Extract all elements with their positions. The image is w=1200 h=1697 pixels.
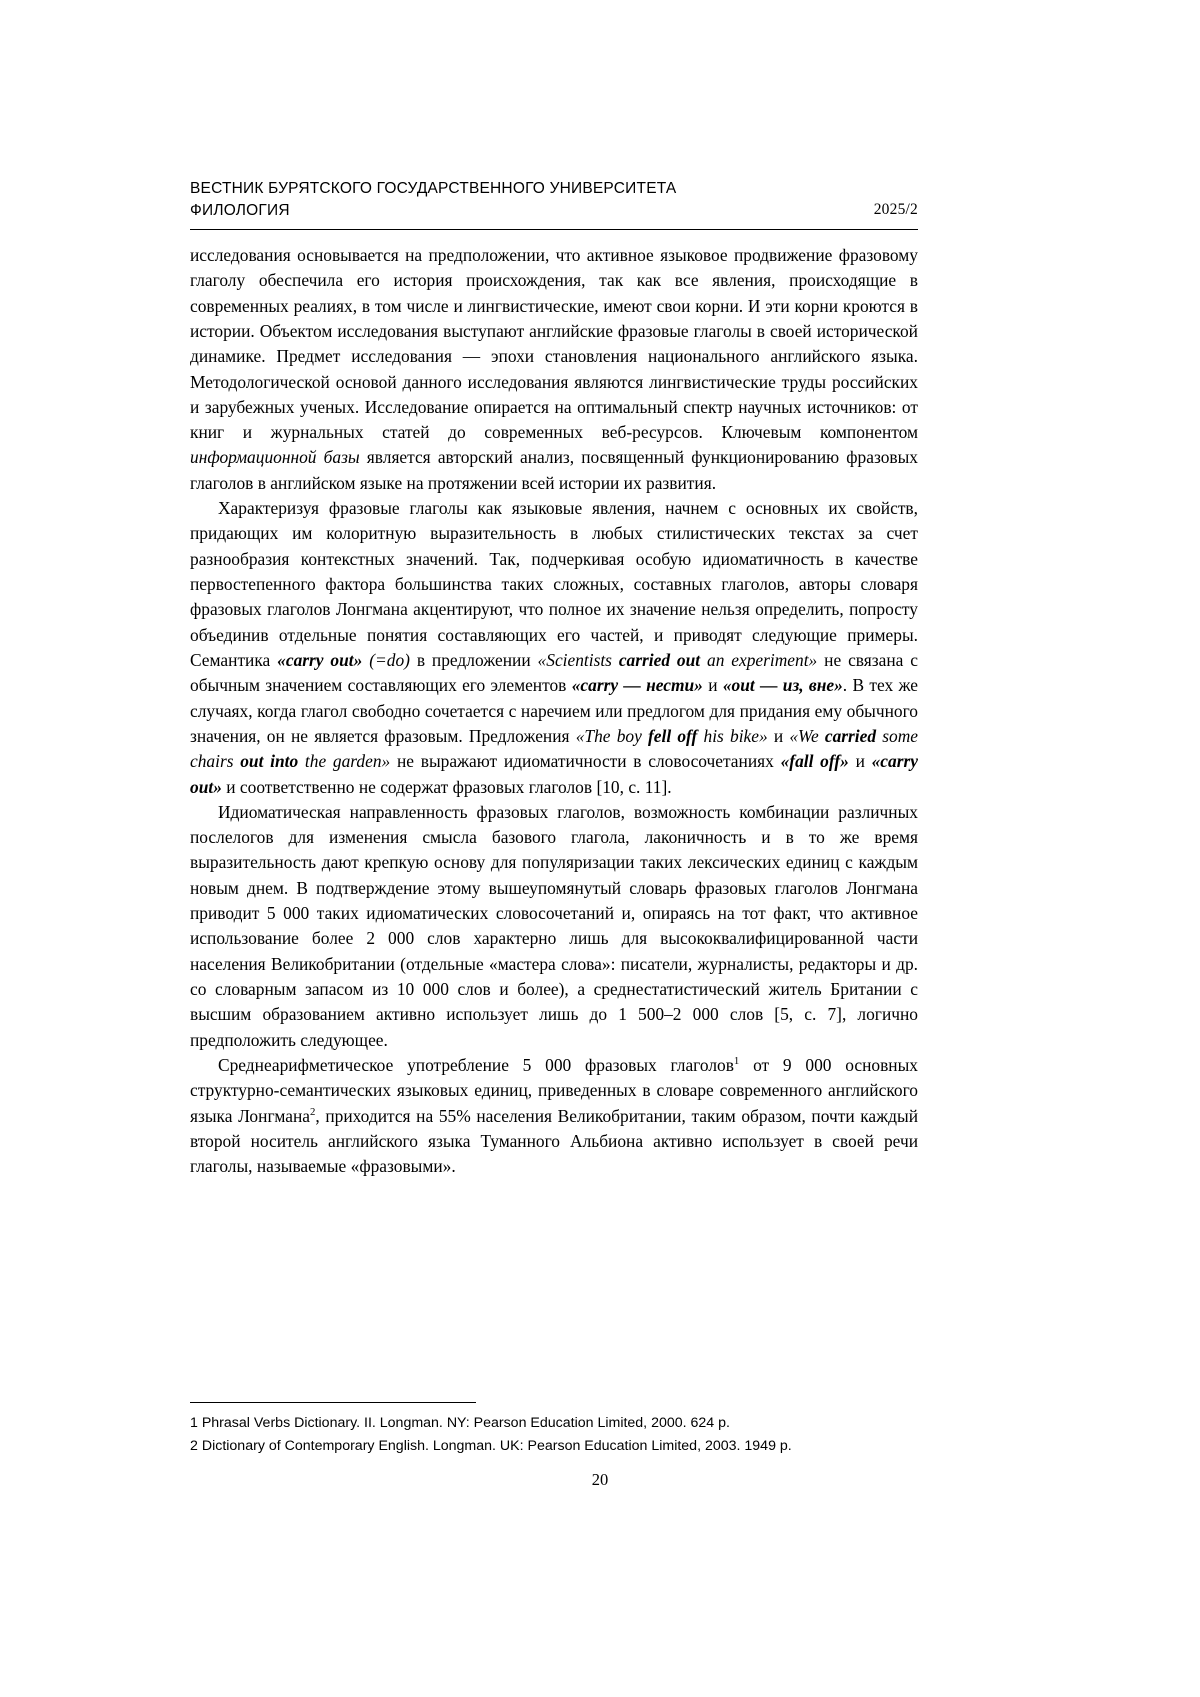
page-content (190, 178, 918, 1180)
journal-title-line2: ФИЛОЛОГИЯ (190, 202, 290, 220)
header-divider (190, 229, 918, 230)
journal-title-line1: ВЕСТНИК БУРЯТСКОГО ГОСУДАРСТВЕННОГО УНИВЕРСИТЕТА (190, 180, 677, 197)
issue-label: 2025/2 (873, 201, 918, 219)
running-head (190, 178, 918, 223)
footnote-1: 1 Phrasal Verbs Dictionary. II. Longman. NY: Pearson Education Limited, 2000. 624 p. (190, 1415, 730, 1431)
footnotes (190, 1402, 918, 1458)
page-number: 20 (591, 1470, 609, 1489)
footnote-divider (190, 1402, 476, 1403)
paragraph-3: Идиоматическая направленность фразовых глаголов, возможность комбинации различных послелогов для изменения смысла базового глагола, лаконичность и в то же время выразительность дают крепкую основу для популяризации таких лексических единиц с каждым новым днем. В подтверждение этому вышеупомянутый словарь фразовых глаголов Лонгмана приводит 5 000 таких идиоматических словосочетаний и, опираясь на тот факт, что активное использование более 2 000 слов характерно лишь для высококвалифицированной части населения Великобритании (отдельные «мастера слова»: писатели, журналисты, редакторы и др. со словарным запасом из 10 000 слов и более), а среднестатистический житель Британии с высшим образованием активно использует лишь до 1 500–2 000 слов [5, с. 7], логично предположить следующее. (190, 801, 918, 1050)
paragraph-4: Среднеарифметическое употребление 5 000 фразовых глаголов$^1$ от 9 000 основных структурно-семантических языковых единиц, приведенных в словаре современного английского языка Лонгмана$^2$, приходится на 55% населения Великобритании, таким образом, почти каждый второй носитель английского языка Туманного Альбиона активно использует в своей речи глаголы, называемые «фразовыми». (190, 1054, 919, 1177)
journal-title (190, 178, 676, 223)
paragraph-1: исследования основывается на предположении, что активное языковое продвижение фразовому глаголу обеспечила его история происхождения, так как все явления, происходящие в современных реалиях, в том числе и лингвистические, имеют свои корни. И эти корни кроются в истории. Объектом исследования выступают английские фразовые глаголы в своей исторической динамике. Предмет исследования — эпохи становления национального английского языка. Методологической основой данного исследования являются лингвистические труды российских и зарубежных ученых. Исследование опирается на оптимальный спектр научных источников: от книг и журнальных статей до современных веб-ресурсов. Ключевым компонентом информационной базы является авторский анализ, посвященный функционированию фразовых глаголов в английском языке на протяжении всей истории их развития. (190, 244, 919, 493)
footnote-2: 2 Dictionary of Contemporary English. Longman. UK: Pearson Education Limited, 2003. 1949 p. (190, 1438, 792, 1454)
paragraph-2: Характеризуя фразовые глаголы как языковые явления, начнем с основных их свойств, придающих им колоритную выразительность в любых стилистических текстах за счет разнообразия контекстных значений. Так, подчеркивая особую идиоматичность в качестве первостепенного фактора большинства таких сложных, составных глаголов, авторы словаря фразовых глаголов Лонгмана акцентируют, что полное их значение нельзя определить, попросту объединив отдельные понятия составляющих его частей, и приводят следующие примеры. Семантика «carry out» (=do) в предложении «Scientists carried out an experiment» не связана с обычным значением составляющих его элементов «carry — нести» и «out — из, вне». В тех же случаях, когда глагол свободно сочетается с наречием или предлогом для придания ему обычного значения, он не является фразовым. Предложения «The boy fell off his bike» и «We carried some chairs out into the garden» не выражают идиоматичности в словосочетаниях «fall off» и «carry out» и соответственно не содержат фразовых глаголов [10, с. 11]. (190, 498, 919, 797)
